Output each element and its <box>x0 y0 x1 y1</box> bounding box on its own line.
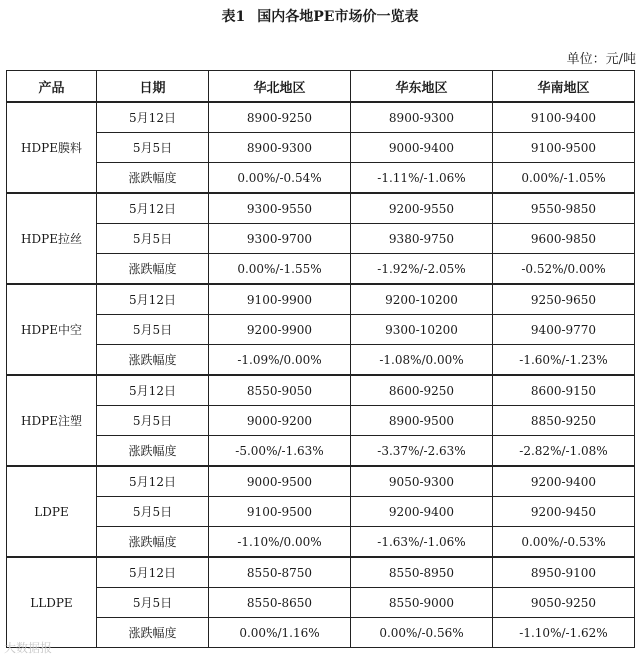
product-cell: HDPE拉丝 <box>7 193 97 284</box>
price-cell: 9380-9750 <box>351 224 493 254</box>
price-cell: -1.10%/0.00% <box>209 527 351 558</box>
table-row <box>7 315 635 345</box>
price-cell: 9200-10200 <box>351 284 493 315</box>
price-cell: 9100-9400 <box>493 102 635 133</box>
price-cell: 0.00%/-1.55% <box>209 254 351 285</box>
date-cell: 5月12日 <box>97 102 209 133</box>
date-cell: 涨跌幅度 <box>97 163 209 194</box>
header-product: 产品 <box>7 71 97 103</box>
product-group <box>7 102 635 193</box>
price-table <box>6 70 635 648</box>
product-group <box>7 193 635 284</box>
price-cell: 8900-9500 <box>351 406 493 436</box>
table-row <box>7 224 635 254</box>
price-cell: -1.11%/-1.06% <box>351 163 493 194</box>
product-group <box>7 375 635 466</box>
price-cell: -5.00%/-1.63% <box>209 436 351 467</box>
price-cell: 0.00%/-1.05% <box>493 163 635 194</box>
date-cell: 5月12日 <box>97 466 209 497</box>
price-cell: -1.92%/-2.05% <box>351 254 493 285</box>
price-cell: 9550-9850 <box>493 193 635 224</box>
price-cell: 9000-9200 <box>209 406 351 436</box>
price-cell: -1.09%/0.00% <box>209 345 351 376</box>
date-cell: 涨跌幅度 <box>97 527 209 558</box>
date-cell: 5月12日 <box>97 375 209 406</box>
header-north-china: 华北地区 <box>209 71 351 103</box>
date-cell: 涨跌幅度 <box>97 345 209 376</box>
table-row <box>7 497 635 527</box>
price-cell: 9100-9900 <box>209 284 351 315</box>
price-cell: -1.60%/-1.23% <box>493 345 635 376</box>
product-cell: LLDPE <box>7 557 97 648</box>
header-date: 日期 <box>97 71 209 103</box>
price-cell: 8550-8750 <box>209 557 351 588</box>
table-title <box>0 6 640 26</box>
price-cell: -1.10%/-1.62% <box>493 618 635 648</box>
price-cell: 9400-9770 <box>493 315 635 345</box>
date-cell: 涨跌幅度 <box>97 254 209 285</box>
price-cell: 9200-9400 <box>493 466 635 497</box>
date-cell: 5月12日 <box>97 557 209 588</box>
table-row <box>7 163 635 194</box>
table-row <box>7 345 635 376</box>
price-cell: 9300-10200 <box>351 315 493 345</box>
price-cell: 9200-9900 <box>209 315 351 345</box>
price-cell: 0.00%/-0.54% <box>209 163 351 194</box>
price-cell: 9200-9550 <box>351 193 493 224</box>
watermark: 大数据报 <box>4 641 53 655</box>
product-cell: HDPE中空 <box>7 284 97 375</box>
date-cell: 5月5日 <box>97 497 209 527</box>
price-cell: 8550-9000 <box>351 588 493 618</box>
price-cell: 9100-9500 <box>493 133 635 163</box>
table-row <box>7 193 635 224</box>
table-number: 表1 <box>221 9 246 25</box>
table-row <box>7 102 635 133</box>
price-cell: 9050-9300 <box>351 466 493 497</box>
header-east-china: 华东地区 <box>351 71 493 103</box>
price-cell: 8550-9050 <box>209 375 351 406</box>
table-row <box>7 254 635 285</box>
price-cell: 9250-9650 <box>493 284 635 315</box>
price-cell: 9300-9550 <box>209 193 351 224</box>
product-group <box>7 284 635 375</box>
date-cell: 5月12日 <box>97 193 209 224</box>
table-title-text: 国内各地PE市场价一览表 <box>257 9 419 25</box>
price-cell: -2.82%/-1.08% <box>493 436 635 467</box>
date-cell: 5月5日 <box>97 224 209 254</box>
price-cell: 8850-9250 <box>493 406 635 436</box>
product-group <box>7 466 635 557</box>
date-cell: 5月5日 <box>97 133 209 163</box>
price-cell: -1.63%/-1.06% <box>351 527 493 558</box>
price-cell: 8900-9300 <box>209 133 351 163</box>
table-row <box>7 406 635 436</box>
price-cell: 8550-8950 <box>351 557 493 588</box>
price-cell: 9000-9500 <box>209 466 351 497</box>
header-south-china: 华南地区 <box>493 71 635 103</box>
table-row <box>7 284 635 315</box>
header-row <box>7 71 635 103</box>
table-header <box>7 71 635 103</box>
price-cell: 8900-9250 <box>209 102 351 133</box>
price-cell: -1.08%/0.00% <box>351 345 493 376</box>
product-cell: HDPE注塑 <box>7 375 97 466</box>
table-row <box>7 618 635 648</box>
unit-label: 单位：元/吨 <box>566 52 636 67</box>
product-group <box>7 557 635 648</box>
date-cell: 5月5日 <box>97 315 209 345</box>
price-cell: 9200-9450 <box>493 497 635 527</box>
price-cell: 9050-9250 <box>493 588 635 618</box>
table-row <box>7 375 635 406</box>
price-cell: 9000-9400 <box>351 133 493 163</box>
product-cell: HDPE膜料 <box>7 102 97 193</box>
price-cell: 0.00%/-0.56% <box>351 618 493 648</box>
price-cell: -3.37%/-2.63% <box>351 436 493 467</box>
price-cell: 0.00%/1.16% <box>209 618 351 648</box>
price-cell: 9200-9400 <box>351 497 493 527</box>
price-cell: 8550-8650 <box>209 588 351 618</box>
date-cell: 涨跌幅度 <box>97 618 209 648</box>
table-row <box>7 133 635 163</box>
price-cell: 9300-9700 <box>209 224 351 254</box>
date-cell: 5月5日 <box>97 406 209 436</box>
price-cell: 8900-9300 <box>351 102 493 133</box>
price-cell: 8600-9150 <box>493 375 635 406</box>
date-cell: 涨跌幅度 <box>97 436 209 467</box>
date-cell: 5月12日 <box>97 284 209 315</box>
table-row <box>7 436 635 467</box>
price-cell: 0.00%/-0.53% <box>493 527 635 558</box>
product-cell: LDPE <box>7 466 97 557</box>
price-cell: 8600-9250 <box>351 375 493 406</box>
table-row <box>7 527 635 558</box>
date-cell: 5月5日 <box>97 588 209 618</box>
price-cell: 8950-9100 <box>493 557 635 588</box>
price-cell: -0.52%/0.00% <box>493 254 635 285</box>
price-cell: 9100-9500 <box>209 497 351 527</box>
table-row <box>7 588 635 618</box>
price-cell: 9600-9850 <box>493 224 635 254</box>
table-row <box>7 557 635 588</box>
table-row <box>7 466 635 497</box>
